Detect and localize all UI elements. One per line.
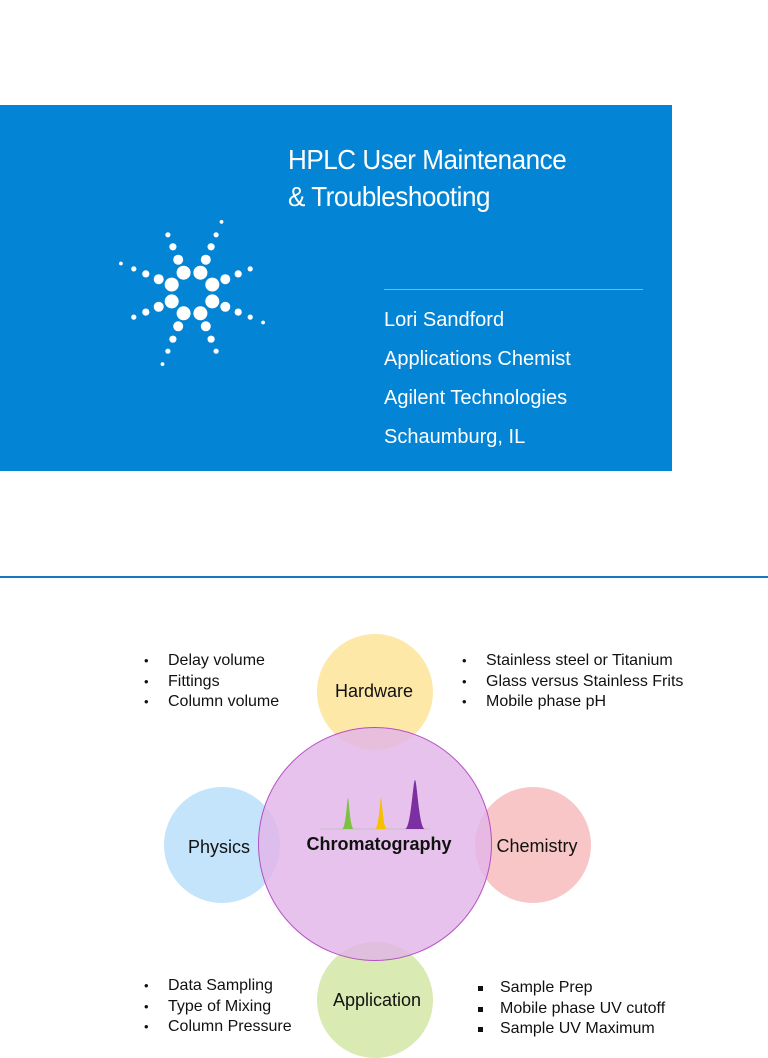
- logo-dot: [165, 294, 179, 308]
- presenter-role: Applications Chemist: [384, 348, 571, 370]
- logo-dot: [131, 315, 136, 320]
- hardware-chemistry-bullets: [462, 651, 683, 713]
- logo-dot: [177, 266, 191, 280]
- logo-dot: [161, 362, 165, 366]
- logo-dot: [248, 266, 253, 271]
- logo-dot: [193, 306, 207, 320]
- logo-dot: [142, 270, 149, 277]
- logo-dot: [173, 255, 183, 265]
- logo-dot: [131, 266, 136, 271]
- list-item: • Mobile phase pH: [462, 692, 683, 713]
- logo-dot: [205, 278, 219, 292]
- list-item: Mobile phase UV cutoff: [476, 999, 665, 1020]
- logo-dot: [235, 309, 242, 316]
- hardware-label: Hardware: [334, 681, 414, 701]
- list-item: • Column Pressure: [144, 1017, 292, 1038]
- logo-dot: [220, 274, 230, 284]
- slide-title-line-1: HPLC User Maintenance: [288, 144, 567, 175]
- logo-dot: [208, 336, 215, 343]
- logo-dot: [173, 321, 183, 331]
- logo-dot: [169, 243, 176, 250]
- chemistry-label: Chemistry: [496, 836, 578, 856]
- logo-dot: [208, 243, 215, 250]
- logo-dot: [220, 302, 230, 312]
- list-item: • Column volume: [144, 692, 279, 713]
- logo-dot: [201, 255, 211, 265]
- physics-application-bullets: [144, 976, 292, 1038]
- list-item: Sample Prep: [476, 978, 665, 999]
- logo-dot: [165, 232, 170, 237]
- title-slide: [0, 105, 672, 471]
- logo-dot: [154, 302, 164, 312]
- list-item: • Delay volume: [144, 651, 279, 672]
- application-label: Application: [332, 990, 422, 1010]
- physics-label: Physics: [187, 837, 251, 857]
- logo-dot: [165, 278, 179, 292]
- peak-purple: [405, 780, 425, 829]
- list-item: • Stainless steel or Titanium: [462, 651, 683, 672]
- logo-dot: [201, 321, 211, 331]
- logo-dot: [154, 274, 164, 284]
- list-item: • Fittings: [144, 672, 279, 693]
- logo-dot: [261, 321, 265, 325]
- agilent-spark-logo-icon: [104, 205, 280, 381]
- presenter-company: Agilent Technologies: [384, 387, 568, 409]
- presenter-location: Schaumburg, IL: [384, 426, 526, 448]
- title-divider: [384, 289, 643, 290]
- peak-yellow: [375, 798, 387, 829]
- logo-dot: [235, 270, 242, 277]
- list-item: • Type of Mixing: [144, 997, 292, 1018]
- logo-dot: [193, 266, 207, 280]
- logo-dot: [248, 315, 253, 320]
- logo-dot: [142, 309, 149, 316]
- logo-dot: [119, 262, 123, 266]
- presenter-info: [384, 307, 654, 463]
- list-item: Sample UV Maximum: [476, 1019, 665, 1040]
- logo-dot: [214, 349, 219, 354]
- slide-divider: [0, 576, 768, 578]
- logo-dot: [214, 232, 219, 237]
- logo-dot: [169, 336, 176, 343]
- peak-green: [342, 798, 354, 829]
- logo-dot: [165, 349, 170, 354]
- logo-dot: [177, 306, 191, 320]
- chromatography-label: Chromatography: [306, 834, 452, 854]
- list-item: • Glass versus Stainless Frits: [462, 672, 683, 693]
- presenter-name: Lori Sandford: [384, 309, 505, 331]
- slide-title: [288, 141, 641, 215]
- list-item: • Data Sampling: [144, 976, 292, 997]
- chemistry-application-bullets: [476, 978, 665, 1040]
- logo-dot: [220, 220, 224, 224]
- logo-dot: [205, 294, 219, 308]
- hardware-physics-bullets: [144, 651, 279, 713]
- slide-title-line-2: & Troubleshooting: [288, 181, 491, 212]
- chromatogram-peaks-icon: [320, 776, 430, 832]
